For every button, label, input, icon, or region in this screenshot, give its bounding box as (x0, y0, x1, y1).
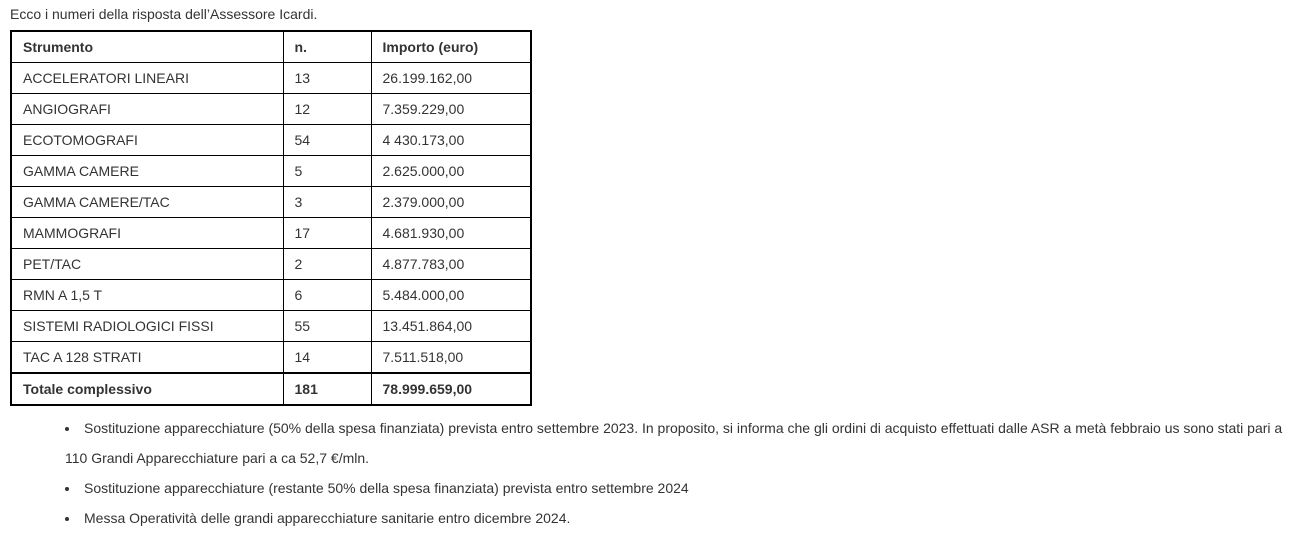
cell-n: 3 (283, 187, 371, 218)
cell-importo: 7.359.229,00 (371, 94, 531, 125)
cell-strumento: MAMMOGRAFI (11, 218, 283, 249)
cell-importo: 4.681.930,00 (371, 218, 531, 249)
column-header-n: n. (283, 31, 371, 63)
list-item: • Messa Operatività delle grandi apparecchiature sanitarie entro dicembre 2024. (65, 503, 1295, 533)
cell-importo: 2.625.000,00 (371, 156, 531, 187)
table-header-row (11, 31, 531, 63)
cell-importo: 4 430.173,00 (371, 125, 531, 156)
table-row (11, 94, 531, 125)
list-item: • Sostituzione apparecchiature (50% della spesa finanziata) prevista entro settembre 2023. In proposito, si informa che gli ordini di acquisto effettuati dalle ASR a metà febbraio us sono stati pari a 110 Grandi Apparecchiature pari a ca 52,7 €/mln. (65, 413, 1295, 473)
cell-n: 14 (283, 342, 371, 374)
table-total-row (11, 373, 531, 405)
cell-n: 5 (283, 156, 371, 187)
cell-total-label: Totale complessivo (11, 373, 283, 405)
cell-importo: 5.484.000,00 (371, 280, 531, 311)
table-row (11, 125, 531, 156)
cell-strumento: ACCELERATORI LINEARI (11, 63, 283, 94)
cell-n: 55 (283, 311, 371, 342)
column-header-strumento: Strumento (11, 31, 283, 63)
cell-total-importo: 78.999.659,00 (371, 373, 531, 405)
cell-n: 54 (283, 125, 371, 156)
cell-n: 13 (283, 63, 371, 94)
cell-strumento: GAMMA CAMERE (11, 156, 283, 187)
cell-strumento: RMN A 1,5 T (11, 280, 283, 311)
cell-importo: 4.877.783,00 (371, 249, 531, 280)
column-header-importo: Importo (euro) (371, 31, 531, 63)
table-row (11, 249, 531, 280)
equipment-table (10, 30, 532, 406)
cell-importo: 26.199.162,00 (371, 63, 531, 94)
cell-strumento: SISTEMI RADIOLOGICI FISSI (11, 311, 283, 342)
cell-strumento: ECOTOMOGRAFI (11, 125, 283, 156)
cell-strumento: PET/TAC (11, 249, 283, 280)
cell-importo: 2.379.000,00 (371, 187, 531, 218)
table-row (11, 156, 531, 187)
table-row (11, 63, 531, 94)
notes-list (65, 413, 1295, 533)
table-row (11, 187, 531, 218)
cell-total-n: 181 (283, 373, 371, 405)
intro-text: Ecco i numeri della risposta dell’Assessore Icardi. (10, 6, 318, 22)
cell-n: 2 (283, 249, 371, 280)
table-row (11, 280, 531, 311)
cell-n: 12 (283, 94, 371, 125)
table-row (11, 311, 531, 342)
cell-strumento: ANGIOGRAFI (11, 94, 283, 125)
cell-importo: 7.511.518,00 (371, 342, 531, 374)
table-row (11, 218, 531, 249)
cell-n: 6 (283, 280, 371, 311)
cell-importo: 13.451.864,00 (371, 311, 531, 342)
cell-strumento: GAMMA CAMERE/TAC (11, 187, 283, 218)
cell-n: 17 (283, 218, 371, 249)
list-item: • Sostituzione apparecchiature (restante 50% della spesa finanziata) prevista entro settembre 2024 (65, 473, 1295, 503)
cell-strumento: TAC A 128 STRATI (11, 342, 283, 374)
table-row (11, 342, 531, 374)
